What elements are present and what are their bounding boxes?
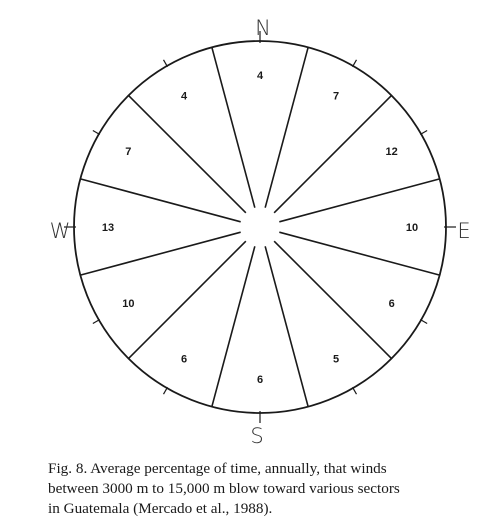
north-label: N <box>255 16 271 40</box>
sector-value-label: 4 <box>256 70 264 82</box>
sector-value-label: 13 <box>101 222 115 234</box>
sector-divider <box>128 241 245 358</box>
sector-divider <box>80 232 240 275</box>
east-label: E <box>457 219 471 243</box>
sector-value-label: 7 <box>332 90 340 103</box>
sector-value-label: 10 <box>405 222 419 234</box>
minor-tick <box>164 60 168 67</box>
west-label: W <box>49 219 71 243</box>
caption-line-2: between 3000 m to 15,000 m blow toward various sectors <box>48 480 400 497</box>
caption-line-3: in Guatemala (Mercado et al., 1988). <box>48 500 273 517</box>
minor-tick <box>420 320 427 324</box>
minor-tick <box>164 387 168 394</box>
sector-value-label: 6 <box>388 298 395 310</box>
sector-divider <box>212 47 255 207</box>
minor-tick <box>353 60 357 67</box>
sector-divider <box>80 179 240 222</box>
sector-value-label: 7 <box>125 146 132 158</box>
minor-tick <box>93 131 100 135</box>
minor-tick <box>93 320 100 324</box>
sector-value-label: 10 <box>122 298 135 310</box>
caption-line-1: Fig. 8. Average percentage of time, annually, that winds <box>48 460 387 477</box>
sector-divider <box>279 179 439 222</box>
sector-value-label: 5 <box>332 353 340 366</box>
sector-value-label: 6 <box>256 374 264 386</box>
sector-divider <box>274 95 391 212</box>
minor-tick <box>420 131 427 135</box>
sector-divider <box>274 241 391 358</box>
figure-caption <box>48 459 488 519</box>
south-label: S <box>250 424 264 448</box>
sector-value-label: 4 <box>180 90 188 103</box>
sector-divider <box>128 95 245 212</box>
sector-divider <box>212 246 255 406</box>
sector-divider <box>279 232 439 275</box>
sector-divider <box>265 246 308 406</box>
sector-value-label: 6 <box>180 353 188 366</box>
sector-divider <box>265 47 308 207</box>
sector-value-label: 12 <box>385 146 398 158</box>
minor-tick <box>353 387 357 394</box>
